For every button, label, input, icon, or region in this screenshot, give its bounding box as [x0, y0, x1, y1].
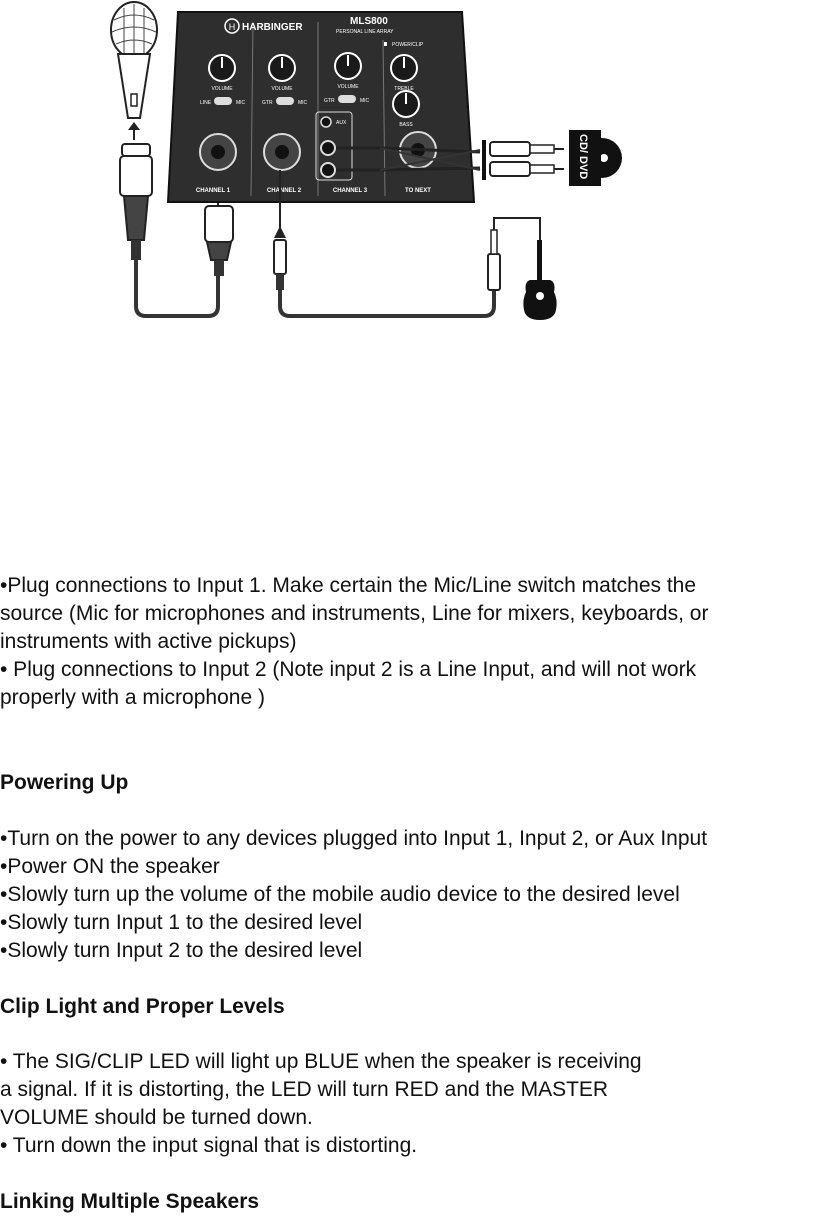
svg-text:HARBINGER: HARBINGER	[242, 22, 303, 33]
mixer-panel	[168, 12, 474, 202]
svg-text:TREBLE: TREBLE	[394, 86, 414, 92]
powering-up-heading: Powering Up	[0, 771, 129, 794]
svg-text:TO NEXT: TO NEXT	[405, 188, 431, 194]
connection-diagram	[0, 0, 820, 330]
intro-line-5: properly with a microphone )	[0, 686, 265, 709]
svg-text:LINE: LINE	[200, 100, 212, 106]
clip-light-heading: Clip Light and Proper Levels	[0, 995, 285, 1018]
svg-text:CHANNEL 3: CHANNEL 3	[332, 188, 368, 194]
svg-text:AUX: AUX	[336, 120, 347, 126]
microphone-icon	[111, 2, 157, 118]
svg-text:PERSONAL LINE ARRAY: PERSONAL LINE ARRAY	[336, 29, 394, 35]
svg-text:CHANNEL 1: CHANNEL 1	[195, 188, 231, 194]
xlr-female-connector-icon	[120, 144, 152, 260]
acoustic-guitar-icon	[523, 240, 556, 320]
svg-text:H: H	[228, 22, 236, 32]
svg-text:CD/: CD/	[577, 134, 589, 153]
svg-text:VOLUME: VOLUME	[211, 86, 233, 92]
svg-text:MIC: MIC	[360, 98, 370, 104]
xlr-male-connector-icon	[205, 206, 233, 276]
svg-text:MIC: MIC	[298, 100, 308, 106]
clip-light-line-2: a signal. If it is distorting, the LED will turn RED and the MASTER	[0, 1078, 609, 1101]
intro-line-3: instruments with active pickups)	[0, 630, 297, 653]
clip-light-line-3: VOLUME should be turned down.	[0, 1106, 313, 1129]
list-item: •Slowly turn Input 2 to the desired level	[0, 939, 363, 962]
clip-light-line-4: • Turn down the input signal that is distorting.	[0, 1134, 418, 1157]
list-item: •Power ON the speaker	[0, 855, 220, 878]
intro-line-4: • Plug connections to Input 2 (Note input 2 is a Line Input, and will not work	[0, 658, 697, 681]
intro-line-1: •Plug connections to Input 1. Make certain the Mic/Line switch matches the	[0, 574, 697, 597]
list-item: •Slowly turn up the volume of the mobile audio device to the desired level	[0, 883, 680, 906]
intro-line-2: source (Mic for microphones and instruments, Line for mixers, keyboards, or	[0, 602, 709, 625]
linking-heading: Linking Multiple Speakers	[0, 1190, 260, 1213]
svg-text:GTR: GTR	[262, 100, 273, 106]
svg-text:VOLUME: VOLUME	[337, 84, 359, 90]
svg-text:BASS: BASS	[399, 122, 413, 128]
svg-text:POWER/CLIP: POWER/CLIP	[392, 42, 424, 48]
svg-text:GTR: GTR	[324, 98, 335, 104]
cd-dvd-player-icon	[569, 130, 622, 186]
list-item: •Turn on the power to any devices plugged into Input 1, Input 2, or Aux Input	[0, 827, 708, 850]
svg-text:VOLUME: VOLUME	[271, 86, 293, 92]
list-item: •Slowly turn Input 1 to the desired level	[0, 911, 363, 934]
svg-text:CHANNEL 2: CHANNEL 2	[266, 188, 302, 194]
clip-light-line-1: • The SIG/CLIP LED will light up BLUE when the speaker is receiving	[0, 1050, 642, 1073]
svg-text:MLS800: MLS800	[350, 16, 388, 27]
svg-text:MIC: MIC	[236, 100, 246, 106]
svg-text:DVD: DVD	[577, 156, 589, 180]
